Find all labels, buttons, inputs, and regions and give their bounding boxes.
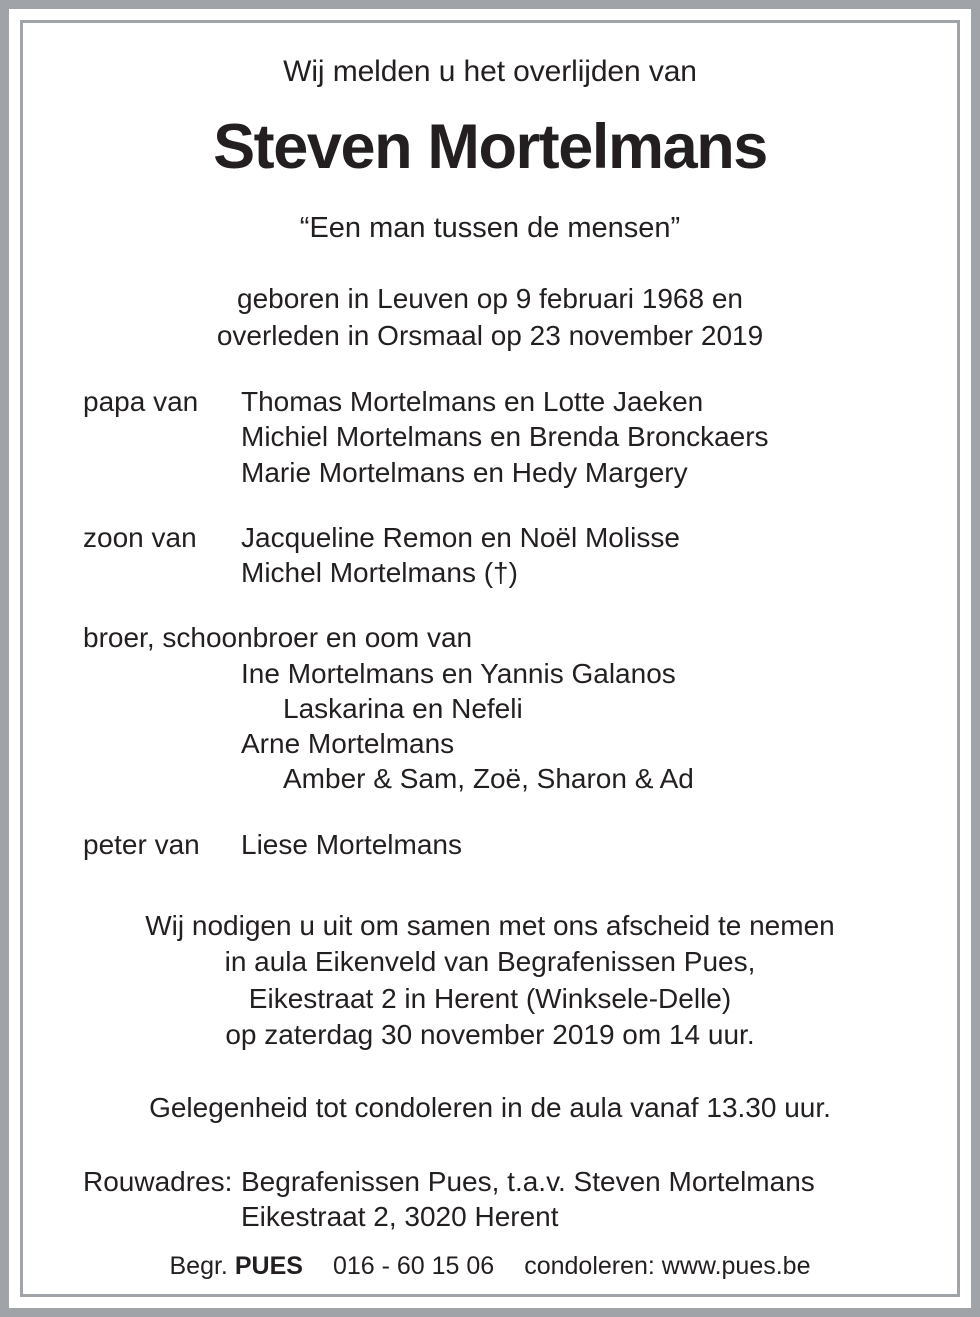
memorial-card-frame-gap — [9, 9, 971, 1308]
mourning-address-value — [241, 1164, 937, 1235]
invitation-line: Eikestraat 2 in Herent (Winksele-Delle) — [248, 982, 732, 1014]
death-line: overleden in Orsmaal op 23 november 2019 — [216, 319, 764, 351]
deceased-name: Steven Mortelmans — [213, 112, 767, 182]
relation-name-line: Arne Mortelmans — [241, 728, 455, 760]
relation-label: broer, schoonbroer en oom van — [83, 622, 473, 654]
relation-name-line: Jacqueline Remon en Noël Molisse — [241, 521, 680, 553]
relation-label: papa van — [83, 386, 199, 418]
condolence-note: Gelegenheid tot condoleren in de aula vanaf 13.30 uur. — [149, 1091, 831, 1123]
mourning-address-block — [43, 1164, 937, 1235]
relation-name-line: Marie Mortelmans en Hedy Margery — [241, 456, 688, 488]
invitation-line: Wij nodigen u uit om samen met ons afscheid te nemen — [145, 909, 835, 941]
memorial-quote: “Een man tussen de mensen” — [299, 212, 681, 245]
relation-name-line: Thomas Mortelmans en Lotte Jaeken — [241, 386, 704, 418]
relation-names — [241, 520, 937, 591]
mourning-address-line: Eikestraat 2, 3020 Herent — [241, 1200, 559, 1232]
funeral-home-footer — [43, 1238, 937, 1297]
footer-phone-number[interactable]: 016 - 60 15 06 — [332, 1252, 495, 1281]
lifespan-block — [43, 281, 937, 354]
announcement-line: Wij melden u het overlijden van — [283, 55, 697, 88]
invitation-line: in aula Eikenveld van Begrafenissen Pues, — [224, 946, 756, 978]
relation-name-line: Amber & Sam, Zoë, Sharon & Ad — [283, 763, 694, 795]
relation-block-peter — [43, 827, 937, 862]
birth-line: geboren in Leuven op 9 februari 1968 en — [237, 283, 743, 315]
relation-name-line: Liese Mortelmans — [241, 828, 462, 860]
funeral-invitation — [43, 908, 937, 1054]
relation-name-line: Michiel Mortelmans en Brenda Bronckaers — [241, 421, 769, 453]
relation-name-line: Michel Mortelmans (†) — [241, 557, 518, 589]
relation-block-broer — [43, 620, 937, 796]
relation-name-line: Ine Mortelmans en Yannis Galanos — [241, 657, 676, 689]
relation-label: zoon van — [83, 521, 197, 553]
relation-block-papa — [43, 384, 937, 490]
relation-label: peter van — [83, 828, 200, 860]
memorial-card-content — [23, 23, 957, 1294]
footer-prefix: Begr. — [169, 1252, 228, 1281]
relation-block-zoon — [43, 520, 937, 591]
relation-names — [43, 656, 937, 797]
relation-name-line: Laskarina en Nefeli — [283, 692, 523, 724]
mourning-address-label: Rouwadres: — [83, 1165, 233, 1197]
relation-names — [241, 384, 937, 490]
invitation-line: op zaterdag 30 november 2019 om 14 uur. — [225, 1019, 755, 1051]
memorial-card-inner-frame — [20, 20, 960, 1297]
mourning-address-line: Begrafenissen Pues, t.a.v. Steven Mortelmans — [241, 1165, 815, 1197]
footer-company-name: PUES — [234, 1252, 303, 1281]
footer-website-link[interactable]: condoleren: www.pues.be — [524, 1252, 811, 1281]
relation-names — [241, 827, 937, 862]
